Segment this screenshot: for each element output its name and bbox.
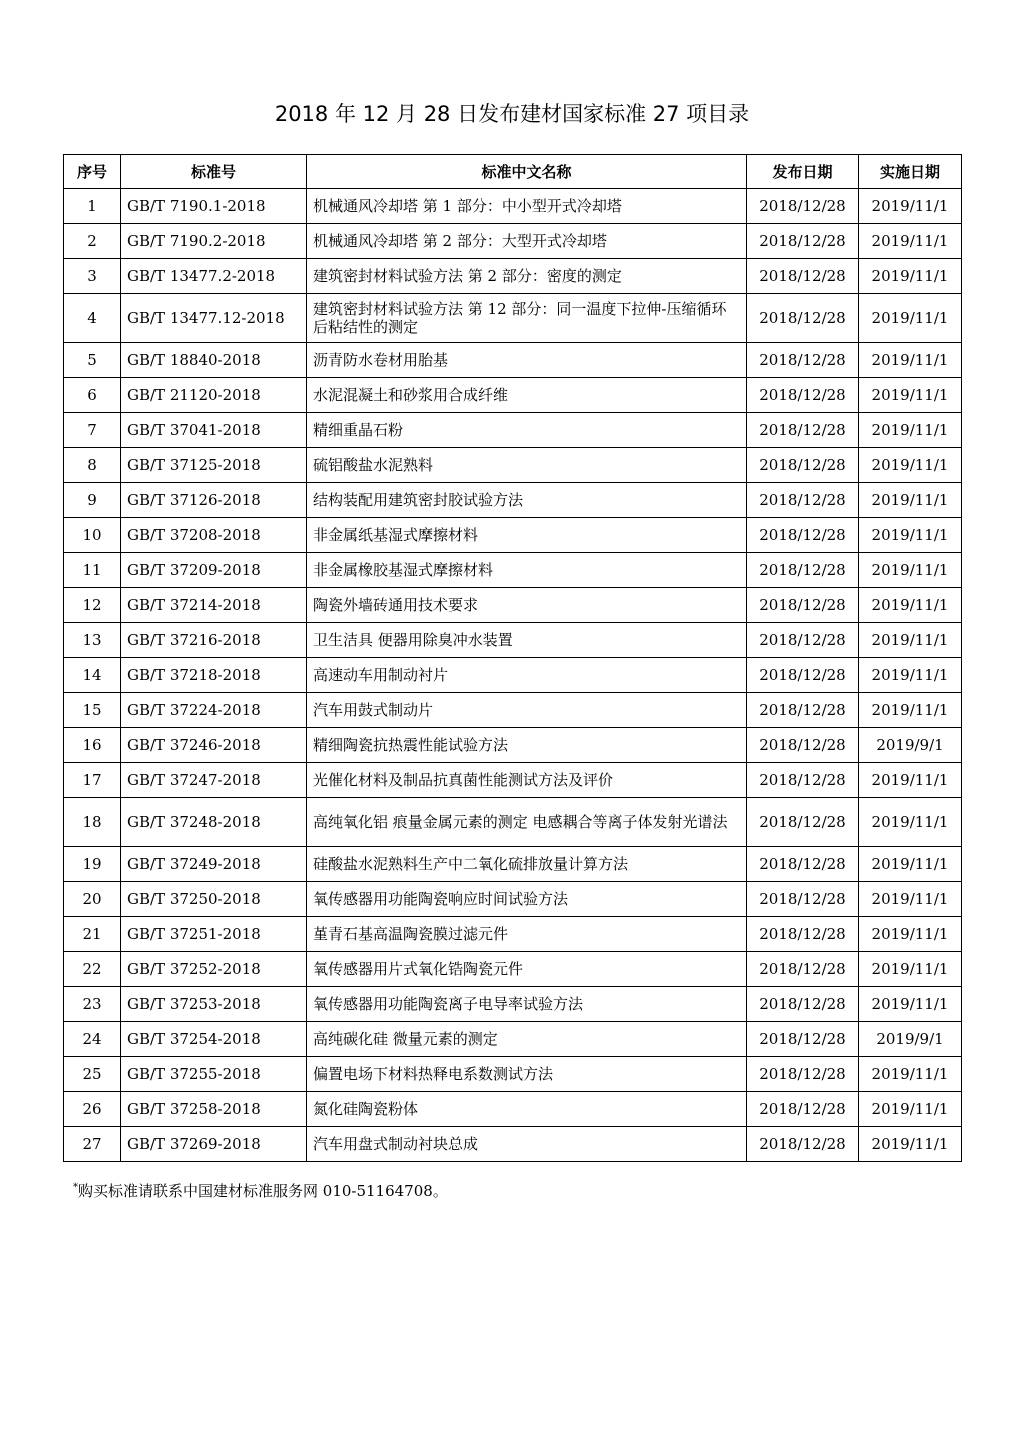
cell-name: 光催化材料及制品抗真菌性能测试方法及评价 [307,763,747,798]
cell-eff-date: 2019/11/1 [859,952,962,987]
cell-no: 24 [64,1022,121,1057]
cell-eff-date: 2019/11/1 [859,343,962,378]
cell-pub-date: 2018/12/28 [747,413,859,448]
table-row [64,623,962,658]
footnote-mark: * [73,1182,78,1193]
cell-no: 9 [64,483,121,518]
cell-name: 非金属橡胶基湿式摩擦材料 [307,553,747,588]
cell-no: 22 [64,952,121,987]
cell-eff-date: 2019/11/1 [859,448,962,483]
cell-name: 高速动车用制动衬片 [307,658,747,693]
header-pub-date: 发布日期 [747,155,859,189]
cell-code: GB/T 37214-2018 [121,588,307,623]
cell-eff-date: 2019/11/1 [859,413,962,448]
cell-no: 11 [64,553,121,588]
table-row [64,658,962,693]
cell-code: GB/T 37252-2018 [121,952,307,987]
cell-code: GB/T 37249-2018 [121,847,307,882]
page-title: 2018 年 12 月 28 日发布建材国家标准 27 项目录 [274,102,750,126]
table-row [64,378,962,413]
cell-code: GB/T 37224-2018 [121,693,307,728]
table-body [64,189,962,1162]
cell-eff-date: 2019/11/1 [859,259,962,294]
cell-name: 非金属纸基湿式摩擦材料 [307,518,747,553]
cell-pub-date: 2018/12/28 [747,693,859,728]
cell-pub-date: 2018/12/28 [747,882,859,917]
cell-code: GB/T 37208-2018 [121,518,307,553]
table-row [64,917,962,952]
cell-pub-date: 2018/12/28 [747,847,859,882]
cell-no: 18 [64,798,121,847]
cell-no: 13 [64,623,121,658]
cell-pub-date: 2018/12/28 [747,189,859,224]
cell-eff-date: 2019/11/1 [859,189,962,224]
cell-code: GB/T 18840-2018 [121,343,307,378]
cell-name: 建筑密封材料试验方法 第 2 部分：密度的测定 [307,259,747,294]
cell-code: GB/T 37258-2018 [121,1092,307,1127]
cell-eff-date: 2019/11/1 [859,1092,962,1127]
cell-eff-date: 2019/11/1 [859,693,962,728]
cell-eff-date: 2019/11/1 [859,294,962,343]
cell-name: 建筑密封材料试验方法 第 12 部分：同一温度下拉伸-压缩循环后粘结性的测定 [307,294,747,343]
cell-name: 陶瓷外墙砖通用技术要求 [307,588,747,623]
cell-no: 27 [64,1127,121,1162]
cell-pub-date: 2018/12/28 [747,294,859,343]
table-row [64,987,962,1022]
cell-pub-date: 2018/12/28 [747,1057,859,1092]
cell-eff-date: 2019/11/1 [859,588,962,623]
cell-pub-date: 2018/12/28 [747,378,859,413]
cell-eff-date: 2019/11/1 [859,798,962,847]
cell-name: 卫生洁具 便器用除臭冲水装置 [307,623,747,658]
cell-no: 14 [64,658,121,693]
cell-eff-date: 2019/11/1 [859,917,962,952]
cell-code: GB/T 21120-2018 [121,378,307,413]
cell-name: 精细重晶石粉 [307,413,747,448]
table-row [64,882,962,917]
cell-name: 偏置电场下材料热释电系数测试方法 [307,1057,747,1092]
table-row [64,553,962,588]
cell-no: 6 [64,378,121,413]
table-row [64,518,962,553]
cell-name: 堇青石基高温陶瓷膜过滤元件 [307,917,747,952]
cell-code: GB/T 37218-2018 [121,658,307,693]
cell-pub-date: 2018/12/28 [747,518,859,553]
cell-no: 5 [64,343,121,378]
cell-code: GB/T 37041-2018 [121,413,307,448]
cell-code: GB/T 37246-2018 [121,728,307,763]
table-row [64,693,962,728]
cell-no: 20 [64,882,121,917]
table-row [64,224,962,259]
cell-code: GB/T 37269-2018 [121,1127,307,1162]
footnote [73,1180,448,1201]
table-row [64,189,962,224]
cell-name: 沥青防水卷材用胎基 [307,343,747,378]
table-row [64,1022,962,1057]
cell-no: 12 [64,588,121,623]
cell-no: 7 [64,413,121,448]
cell-pub-date: 2018/12/28 [747,623,859,658]
cell-no: 3 [64,259,121,294]
cell-no: 21 [64,917,121,952]
cell-eff-date: 2019/11/1 [859,882,962,917]
cell-code: GB/T 7190.2-2018 [121,224,307,259]
cell-name: 高纯氧化铝 痕量金属元素的测定 电感耦合等离子体发射光谱法 [307,798,747,847]
cell-pub-date: 2018/12/28 [747,553,859,588]
cell-no: 2 [64,224,121,259]
cell-name: 氧传感器用功能陶瓷响应时间试验方法 [307,882,747,917]
cell-no: 1 [64,189,121,224]
cell-pub-date: 2018/12/28 [747,448,859,483]
table-row [64,448,962,483]
table-row [64,294,962,343]
cell-no: 16 [64,728,121,763]
cell-name: 精细陶瓷抗热震性能试验方法 [307,728,747,763]
cell-name: 硅酸盐水泥熟料生产中二氧化硫排放量计算方法 [307,847,747,882]
table-row [64,728,962,763]
cell-code: GB/T 37254-2018 [121,1022,307,1057]
cell-name: 机械通风冷却塔 第 2 部分：大型开式冷却塔 [307,224,747,259]
table-row [64,483,962,518]
cell-pub-date: 2018/12/28 [747,259,859,294]
cell-name: 氧传感器用功能陶瓷离子电导率试验方法 [307,987,747,1022]
standards-table [63,154,962,1162]
cell-code: GB/T 13477.12-2018 [121,294,307,343]
footnote-text: 购买标准请联系中国建材标准服务网 010-51164708。 [78,1182,448,1200]
cell-no: 25 [64,1057,121,1092]
table-row [64,588,962,623]
cell-no: 8 [64,448,121,483]
table-row [64,259,962,294]
cell-pub-date: 2018/12/28 [747,1092,859,1127]
cell-code: GB/T 37253-2018 [121,987,307,1022]
cell-no: 4 [64,294,121,343]
cell-eff-date: 2019/11/1 [859,483,962,518]
cell-name: 氮化硅陶瓷粉体 [307,1092,747,1127]
cell-code: GB/T 37248-2018 [121,798,307,847]
cell-name: 汽车用鼓式制动片 [307,693,747,728]
table-row [64,1127,962,1162]
table-row [64,952,962,987]
table-row [64,413,962,448]
cell-code: GB/T 37255-2018 [121,1057,307,1092]
cell-code: GB/T 37216-2018 [121,623,307,658]
cell-pub-date: 2018/12/28 [747,728,859,763]
cell-eff-date: 2019/11/1 [859,658,962,693]
cell-name: 汽车用盘式制动衬块总成 [307,1127,747,1162]
cell-pub-date: 2018/12/28 [747,763,859,798]
cell-eff-date: 2019/11/1 [859,623,962,658]
cell-code: GB/T 13477.2-2018 [121,259,307,294]
cell-pub-date: 2018/12/28 [747,1127,859,1162]
cell-eff-date: 2019/11/1 [859,378,962,413]
cell-pub-date: 2018/12/28 [747,1022,859,1057]
cell-code: GB/T 37126-2018 [121,483,307,518]
cell-name: 水泥混凝土和砂浆用合成纤维 [307,378,747,413]
cell-code: GB/T 37209-2018 [121,553,307,588]
cell-no: 23 [64,987,121,1022]
table-row [64,343,962,378]
table-header-row [64,155,962,189]
cell-eff-date: 2019/11/1 [859,518,962,553]
cell-name: 高纯碳化硅 微量元素的测定 [307,1022,747,1057]
cell-code: GB/T 37251-2018 [121,917,307,952]
table-row [64,847,962,882]
cell-name: 机械通风冷却塔 第 1 部分：中小型开式冷却塔 [307,189,747,224]
header-code: 标准号 [121,155,307,189]
cell-pub-date: 2018/12/28 [747,952,859,987]
table-row [64,763,962,798]
cell-eff-date: 2019/9/1 [859,1022,962,1057]
cell-pub-date: 2018/12/28 [747,343,859,378]
cell-pub-date: 2018/12/28 [747,224,859,259]
cell-no: 19 [64,847,121,882]
cell-name: 硫铝酸盐水泥熟料 [307,448,747,483]
cell-eff-date: 2019/11/1 [859,553,962,588]
cell-eff-date: 2019/11/1 [859,763,962,798]
cell-no: 10 [64,518,121,553]
cell-name: 氧传感器用片式氧化锆陶瓷元件 [307,952,747,987]
cell-pub-date: 2018/12/28 [747,483,859,518]
cell-eff-date: 2019/11/1 [859,1057,962,1092]
cell-code: GB/T 7190.1-2018 [121,189,307,224]
cell-code: GB/T 37247-2018 [121,763,307,798]
cell-eff-date: 2019/9/1 [859,728,962,763]
cell-pub-date: 2018/12/28 [747,658,859,693]
cell-code: GB/T 37125-2018 [121,448,307,483]
cell-pub-date: 2018/12/28 [747,588,859,623]
cell-no: 15 [64,693,121,728]
table-row [64,1092,962,1127]
header-name: 标准中文名称 [307,155,747,189]
cell-eff-date: 2019/11/1 [859,224,962,259]
table-row [64,798,962,847]
cell-no: 26 [64,1092,121,1127]
header-no: 序号 [64,155,121,189]
cell-code: GB/T 37250-2018 [121,882,307,917]
cell-name: 结构装配用建筑密封胶试验方法 [307,483,747,518]
table-row [64,1057,962,1092]
cell-no: 17 [64,763,121,798]
cell-pub-date: 2018/12/28 [747,917,859,952]
cell-pub-date: 2018/12/28 [747,987,859,1022]
cell-eff-date: 2019/11/1 [859,847,962,882]
header-eff-date: 实施日期 [859,155,962,189]
cell-eff-date: 2019/11/1 [859,987,962,1022]
cell-pub-date: 2018/12/28 [747,798,859,847]
cell-eff-date: 2019/11/1 [859,1127,962,1162]
